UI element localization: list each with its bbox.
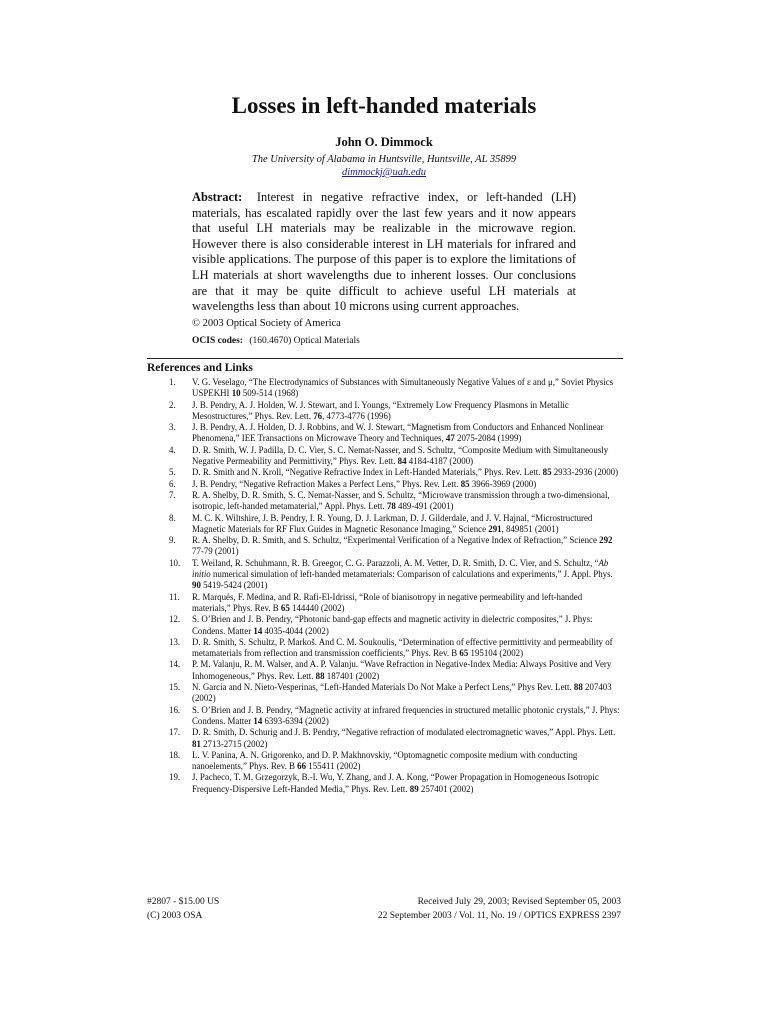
reference-fragment: 77-79 (2001) [192, 546, 239, 557]
copyright-notice: © 2003 Optical Society of America [192, 318, 341, 329]
abstract-label: Abstract: [192, 190, 243, 204]
reference-fragment: N. Garcia and N. Nieto-Vesperinas, “Left-Handed Materials Do Not Make a Perfect Lens,” Phys Rev. Lett. [192, 682, 574, 693]
reference-number: 16. [169, 704, 181, 715]
reference-fragment: S. O’Brien and J. B. Pendry, “Photonic band-gap effects and magnetic activity in dielectric composites,” J. Phys: Condens. Matter [192, 614, 593, 636]
author-email [0, 166, 768, 179]
reference-item [147, 558, 623, 592]
author-affiliation: The University of Alabama in Huntsville, Huntsville, AL 35899 [251, 154, 517, 165]
reference-number: 17. [169, 727, 181, 738]
reference-fragment: R. A. Shelby, D. R. Smith, S. C. Nemat-Nasser, and S. Schultz, “Microwave transmission through a two-dimensional, isotropic, left-handed metamaterial,” Appl. Phys. Lett. [192, 489, 610, 512]
reference-fragment: 2075-2084 (1999) [454, 433, 522, 444]
reference-number: 6. [169, 478, 176, 489]
reference-volume: 78 [386, 501, 396, 512]
reference-item [147, 750, 623, 773]
reference-fragment: 257401 (2002) [418, 783, 474, 794]
reference-number: 10. [169, 557, 181, 568]
reference-fragment: 2713-2715 (2002) [200, 738, 268, 749]
references-heading: References and Links [147, 362, 253, 374]
reference-fragment: 489-491 (2001) [395, 501, 454, 512]
reference-text [192, 682, 623, 705]
reference-fragment: 6393-6394 (2002) [262, 715, 329, 726]
footer-price: #2807 - $15.00 US [147, 897, 220, 907]
reference-fragment: M. C. K. Wiltshire, J. B. Pendry, I. R. Young, D. J. Larkman, D. J. Gilderdale, and J. V. Hajnal, “Microstructured Magnetic Materials for RF Flux Guides in Magnetic Resonance Imaging,” Science [192, 512, 593, 534]
reference-item [147, 400, 623, 423]
reference-volume: 65 [459, 648, 469, 659]
reference-text [192, 377, 623, 400]
reference-text [192, 558, 623, 592]
reference-item [147, 377, 623, 400]
reference-number: 7. [169, 489, 176, 500]
reference-item [147, 467, 623, 478]
reference-fragment: , 4773-4776 (1996) [322, 410, 391, 421]
reference-item [147, 637, 623, 660]
reference-fragment: 207403 (2002) [192, 682, 612, 704]
reference-number: 14. [169, 659, 181, 670]
reference-item [147, 422, 623, 445]
reference-item [147, 513, 623, 536]
reference-item [147, 727, 623, 750]
reference-fragment: D. R. Smith, W. J. Padilla, D. C. Vier, S. C. Nemat-Nasser, and S. Schultz, “Composite Medium with Simultaneously Negative Permeability and Permittivity,” Phys. Rev. Lett. [192, 444, 609, 467]
reference-number: 11. [169, 591, 180, 602]
reference-text [192, 637, 623, 660]
reference-item [147, 682, 623, 705]
reference-number: 12. [169, 614, 181, 625]
reference-number: 18. [169, 749, 181, 760]
reference-fragment: S. O’Brien and J. B. Pendry, “Magnetic activity at infrared frequencies in structured metallic photonic crystals,” J. Phys: Condens. Matter [192, 704, 620, 726]
reference-item [147, 705, 623, 728]
reference-fragment: V. G. Veselago, “The Electrodynamics of Substances with Simultaneously Negative Values of ε and μ,” Soviet Physics USPEKHI [192, 377, 614, 399]
reference-volume: 291 [488, 523, 502, 534]
reference-volume: 81 [192, 738, 201, 749]
reference-volume: 89 [409, 783, 419, 794]
reference-volume: 66 [297, 761, 307, 772]
reference-text [192, 467, 623, 478]
reference-fragment: numerical simulation of left-handed metamaterials: Comparison of calculations and experiments,” J. Appl. Phys. [210, 569, 613, 580]
reference-number: 15. [169, 682, 181, 693]
reference-number: 4. [169, 444, 176, 455]
reference-fragment: P. M. Valanju, R. M. Walser, and A. P. Valanju. “Wave Refraction in Negative-Index Media: Always Positive and Very Inhomogeneous,” Phys. Rev. Lett. [192, 659, 612, 681]
reference-text [192, 535, 623, 558]
reference-volume: 65 [280, 602, 290, 613]
reference-text [192, 727, 623, 750]
reference-number: 19. [169, 772, 181, 783]
reference-fragment: L. V. Panina, A. N. Grigorenko, and D. P. Makhnovskiy, “Optomagnetic composite medium with conducting nanoelements,” Phys. Rev. B [192, 749, 578, 772]
abstract [192, 190, 576, 315]
reference-text [192, 592, 623, 615]
reference-text [192, 422, 623, 445]
reference-text [192, 750, 623, 773]
reference-fragment: 4184-4187 (2000) [406, 456, 474, 467]
reference-volume: 14 [253, 625, 263, 636]
reference-fragment: 509-514 (1968) [240, 388, 299, 399]
reference-fragment: 4035-4044 (2002) [262, 625, 329, 636]
reference-text [192, 772, 623, 795]
author-name: John O. Dimmock [335, 135, 433, 149]
reference-fragment: D. R. Smith, D. Schurig and J. B. Pendry, “Negative refraction of modulated electromagnetic waves,” Appl. Phys. Lett. [192, 727, 616, 738]
paper-title: Losses in left-handed materials [231, 93, 537, 118]
reference-italic: Ab initio [192, 557, 609, 580]
reference-item [147, 479, 623, 490]
reference-fragment: 195104 (2002) [468, 648, 524, 659]
footer-received-dates: Received July 29, 2003; Revised September 05, 2003 [417, 897, 621, 907]
reference-text [192, 479, 623, 490]
reference-fragment: T. Weiland, R. Schuhmann, R. B. Greegor, C. G. Parazzoli, A. M. Vetter, D. R. Smith, D. C. Vier, and S. Schultz, “ [192, 557, 599, 568]
footer-copyright: (C) 2003 OSA [147, 911, 203, 921]
reference-volume: 85 [460, 478, 470, 489]
reference-number: 8. [169, 512, 176, 523]
reference-volume: 10 [231, 388, 241, 399]
reference-item [147, 659, 623, 682]
reference-fragment: R. Marqués, F. Medina, and R. Rafi-El-Idrissi, “Role of bianisotropy in negative permeability and left-handed materials,” Phys. Rev. B [192, 591, 583, 613]
reference-item [147, 445, 623, 468]
reference-number: 2. [169, 399, 176, 410]
reference-volume: 88 [573, 682, 583, 693]
reference-item [147, 490, 623, 513]
reference-volume: 85 [542, 467, 552, 478]
reference-fragment: D. R. Smith, S. Schultz, P. Markoš. And C. M. Soukoulis, “Determination of effective permittivity and permeability of metamaterials from reflection and transmission coefficients,” Phys. Rev. B [192, 636, 613, 659]
reference-fragment: J. B. Pendry, A. J. Holden, D. J. Robbins, and W. J. Stewart, “Magnetism from Conductors and Enhanced Nonlinear Phenomena,” IEE Transactions on Microwave Theory and Techniques, [192, 422, 604, 444]
reference-volume: 47 [445, 433, 455, 444]
email-link[interactable]: dimmockj@uah.edu [341, 167, 426, 178]
reference-text [192, 490, 623, 513]
ocis-value: (160.4670) Optical Materials [249, 336, 360, 346]
reference-number: 9. [169, 535, 176, 546]
reference-fragment: 187401 (2002) [324, 670, 380, 681]
reference-text [192, 705, 623, 728]
reference-item [147, 535, 623, 558]
reference-number: 1. [169, 377, 176, 387]
reference-item [147, 772, 623, 795]
reference-fragment: 155411 (2002) [306, 761, 361, 772]
reference-fragment: 3966-3969 (2000) [469, 478, 537, 489]
footer-right [378, 895, 621, 923]
reference-fragment: 144440 (2002) [289, 602, 345, 613]
reference-fragment: D. R. Smith and N. Kroll, “Negative Refractive Index in Left-Handed Materials,” Phys. Rev. Lett. [192, 467, 543, 478]
reference-item [147, 614, 623, 637]
ocis-label: OCIS codes: [192, 336, 243, 346]
footer-left [147, 895, 219, 923]
reference-text [192, 400, 623, 423]
reference-item [147, 592, 623, 615]
reference-volume: 90 [192, 580, 201, 591]
reference-fragment: J. B. Pendry, A. J. Holden, W. J. Stewart, and I. Youngs, “Extremely Low Frequency Plasmons in Metallic Mesostructures,” Phys. Rev. Lett. [192, 399, 569, 421]
reference-volume: 76 [313, 410, 323, 421]
reference-fragment: J. B. Pendry, “Negative Refraction Makes a Perfect Lens,” Phys. Rev. Lett. [192, 478, 461, 489]
section-divider [147, 358, 623, 359]
references-list [147, 377, 623, 795]
reference-fragment: 2933-2936 (2000) [551, 467, 619, 478]
reference-fragment: 5419-5424 (2001) [200, 580, 268, 591]
reference-volume: 88 [315, 670, 325, 681]
reference-volume: 14 [253, 715, 263, 726]
reference-text [192, 445, 623, 468]
reference-text [192, 614, 623, 637]
footer-journal-citation: 22 September 2003 / Vol. 11, No. 19 / OPTICS EXPRESS 2397 [377, 911, 621, 921]
reference-text [192, 513, 623, 536]
reference-fragment: J. Pacheco, T. M. Grzegorzyk, B.-I. Wu, Y. Zhang, and J. A. Kong, “Power Propagation in Homogeneous Isotropic Frequency-Dispersive Left-Handed Media,” Phys. Rev. Lett. [192, 772, 599, 794]
reference-number: 3. [169, 422, 176, 433]
abstract-text: Interest in negative refractive index, or left-handed (LH) materials, has escalated rapidly over the last few years and it now appears that useful LH materials may be realizable in the microwave region. However there is also considerable interest in LH materials for infrared and visible applications. The purpose of this paper is to explore the limitations of LH materials at short wavelengths due to inherent losses. Our conclusions are that it may be quite difficult to achieve useful LH materials at wavelengths less than about 10 microns using current approaches. [192, 190, 576, 314]
reference-text [192, 659, 623, 682]
reference-fragment: , 849851 (2001) [501, 523, 559, 534]
reference-number: 13. [169, 636, 181, 647]
reference-volume: 84 [397, 456, 407, 467]
ocis-codes [192, 335, 360, 347]
reference-fragment: R. A. Shelby, D. R. Smith, and S. Schultz, “Experimental Verification of a Negative Index of Refraction,” Science [192, 535, 600, 546]
reference-volume: 292 [599, 535, 613, 546]
reference-number: 5. [169, 467, 176, 478]
